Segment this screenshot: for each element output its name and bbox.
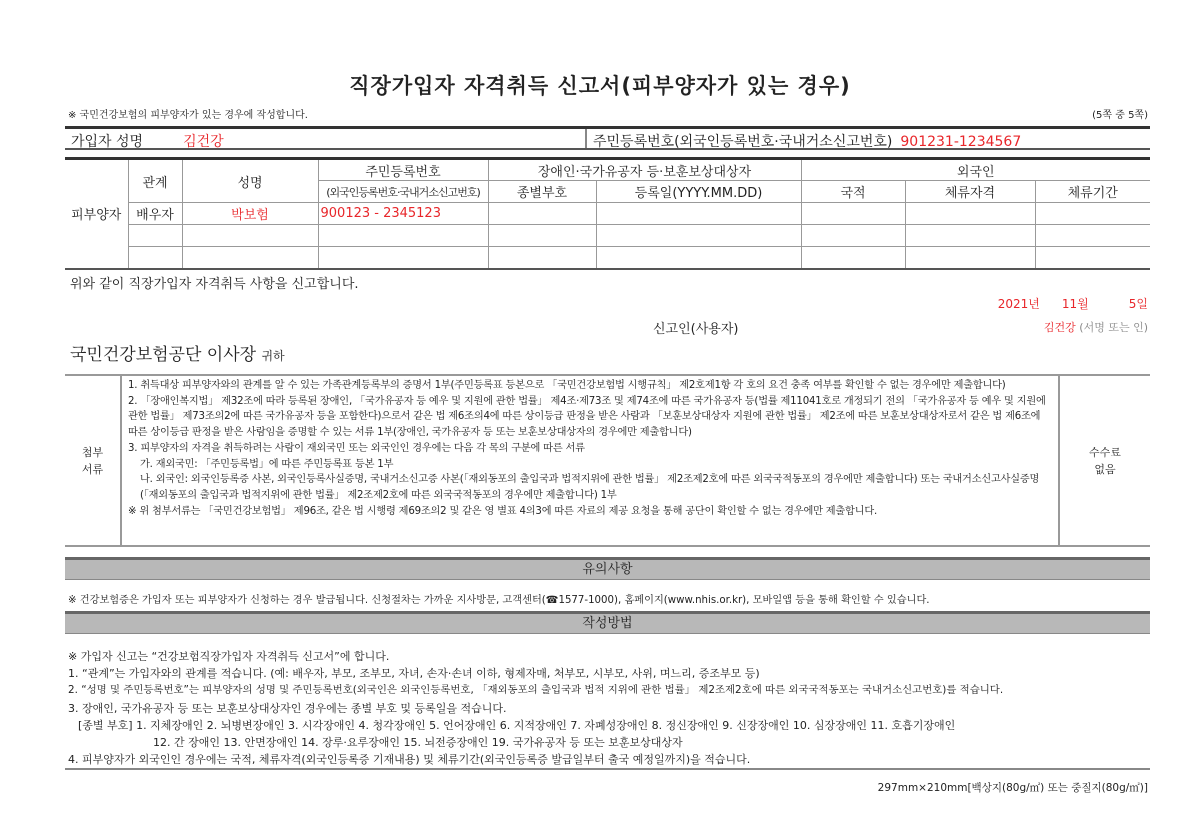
- header-period: 체류기간: [1035, 181, 1150, 203]
- dependents-label: 피부양자: [65, 159, 128, 269]
- attachment-item: ※ 위 첨부서류는 「국민건강보험법」 제96조, 같은 법 시행령 제69조의2 및 같은 영 별표 4의3에 따른 자료의 제공 요청을 통해 공단이 확인할 수 없는 경우에만 제출합니다.: [128, 505, 878, 517]
- method-line: 2. “성명 및 주민등록번호”는 피부양자의 성명 및 주민등록번호(외국인은 외국인등록번호, 「재외동포의 출입국과 법적 지위에 관한 법률」 제2조제2호에 따른 외국국적동포는 국내거소신고번호)를 적습니다.: [68, 684, 1004, 697]
- reg-date-cell[interactable]: [596, 203, 801, 225]
- form-title: 직장가입자 자격취득 신고서(피부양자가 있는 경우): [349, 74, 851, 98]
- header-type-code: 종별부호: [488, 181, 596, 203]
- attachment-item: 1. 취득대상 피부양자와의 관계를 알 수 있는 가족관계등록부의 증명서 1부(주민등록표 등본으로 「국민건강보험법 시행규칙」 제2호제1항 각 호의 요건 충족 여부를 확인할 수 없는 경우에만 제출합니다): [128, 380, 1006, 391]
- attachment-item: 가. 재외국민: 「주민등록법」에 따른 주민등록표 등본 1부: [140, 458, 394, 470]
- reporter-name: 김건강: [1043, 321, 1076, 334]
- relation-cell[interactable]: [128, 225, 182, 247]
- header-relation: 관계: [128, 159, 182, 203]
- header-reg-date: 등록일(YYYY.MM.DD): [596, 181, 801, 203]
- id-cell[interactable]: [318, 225, 488, 247]
- header-id: 주민등록번호: [318, 159, 488, 181]
- fee-label: 수수료 없음: [1089, 445, 1121, 476]
- reg-date-cell[interactable]: [596, 247, 801, 269]
- sign-hint: (서명 또는 인): [1079, 321, 1148, 334]
- relation-cell[interactable]: [128, 247, 182, 269]
- method-line: 1. “관계”는 가입자와의 관계를 적습니다. (예: 배우자, 부모, 조부모, 자녀, 손자·손녀 이하, 형제자매, 처부모, 시부모, 사위, 며느리, 증조부모 등): [68, 667, 760, 681]
- period-cell[interactable]: [1035, 203, 1150, 225]
- header-name: 성명: [182, 159, 318, 203]
- status-cell[interactable]: [905, 225, 1035, 247]
- reporter-signature[interactable]: [1044, 319, 1148, 335]
- caution-text: ※ 건강보험증은 가입자 또는 피부양자가 신청하는 경우 발급됩니다. 신청절차는 가까운 지사방문, 고객센터(☎1577-1000), 홈페이지(www.nhis.or.kr), 모바일앱 등을 통해 확인할 수 있습니다.: [68, 595, 930, 606]
- caution-heading: 유의사항: [65, 557, 1150, 580]
- addressee: [70, 340, 285, 365]
- addressee-name: 국민건강보험공단 이사장: [70, 345, 257, 365]
- divider: [65, 768, 1150, 770]
- header-disabled-group: 장애인·국가유공자 등·보훈보상대상자: [488, 159, 801, 181]
- id-cell[interactable]: [318, 247, 488, 269]
- subscriber-id[interactable]: 901231-1234567: [900, 134, 1022, 150]
- table-row: [65, 203, 1150, 225]
- header-id-sub: (외국인등록번호·국내거소신고번호): [318, 181, 488, 203]
- method-line: [종별 부호] 1. 지체장애인 2. 뇌병변장애인 3. 시각장애인 4. 청각장애인 5. 언어장애인 6. 지적장애인 7. 자폐성장애인 8. 정신장애인 9. 신장장애인 10. 심장장애인 11. 호흡기장애인: [78, 718, 956, 732]
- paper-spec: 297mm×210mm[백상지(80g/㎡) 또는 중질지(80g/㎡)]: [877, 782, 1148, 794]
- form-note: ※ 국민건강보험의 피부양자가 있는 경우에 작성합니다.: [68, 110, 308, 121]
- attachment-item: 2. 「장애인복지법」 제32조에 따라 등록된 장애인, 「국가유공자 등 예우 및 지원에 관한 법률」 제4조·제73조 및 제74조에 따른 국가유공자 등(법률 제11041호로 개정되기 전의 「국가유공자 등 예우 및 지원에 관한 법률」 제73조의2에 따른 국가유공자 등을 포함한다)으로서 같은 법 제6조의4에 따른 상이등급 판정을 받은 사람과 「보훈보상대상자 지원에 관한 법률」 제2조에 따른 보훈보상대상자로서 같은 법 제6조에 따른 상이등급 판정을 받은 사람임을 증명할 수 있는 서류 1부(장애인, 국가유공자 등 또는 보훈보상대상자의 경우에만 제출합니다): [128, 395, 1046, 439]
- date-month: 11월: [1061, 297, 1089, 311]
- id-cell[interactable]: 900123 - 2345123: [318, 203, 488, 225]
- header-nationality: 국적: [801, 181, 905, 203]
- type-code-cell[interactable]: [488, 225, 596, 247]
- attachments-label: 첨부 서류: [65, 376, 122, 545]
- type-code-cell[interactable]: [488, 203, 596, 225]
- nationality-cell[interactable]: [801, 247, 905, 269]
- name-cell[interactable]: [182, 225, 318, 247]
- reg-date-cell[interactable]: [596, 225, 801, 247]
- method-line: 12. 간 장애인 13. 안면장애인 14. 장루·요루장애인 15. 뇌전증장애인 19. 국가유공자 등 또는 보훈보상대상자: [153, 736, 683, 750]
- period-cell[interactable]: [1035, 247, 1150, 269]
- relation-cell[interactable]: 배우자: [128, 203, 182, 225]
- type-code-cell[interactable]: [488, 247, 596, 269]
- method-line: 4. 피부양자가 외국인인 경우에는 국적, 체류자격(외국인등록증 기재내용) 및 체류기간(외국인등록증 발급일부터 출국 예정일까지)을 적습니다.: [68, 753, 751, 767]
- subscriber-name-label: 가입자 성명: [71, 134, 144, 150]
- status-cell[interactable]: [905, 247, 1035, 269]
- page-number: (5쪽 중 5쪽): [1092, 110, 1148, 121]
- name-cell[interactable]: [182, 247, 318, 269]
- header-status: 체류자격: [905, 181, 1035, 203]
- attachment-item: 나. 외국인: 외국인등록증 사본, 외국인등록사실증명, 국내거소신고증 사본(「재외동포의 출입국과 법적지위에 관한 법률」 제2조제2호에 따른 외국국적동포의 경우에만 제출합니다) 또는 국내거소신고사실증명(「재외동포의 출입국과 법적지위에 관한 법률」 제2조제2호에 따른 외국국적동포의 경우에만 제출합니다) 1부: [140, 474, 1040, 501]
- table-row: [65, 247, 1150, 269]
- nationality-cell[interactable]: [801, 203, 905, 225]
- attachments-section: [65, 374, 1150, 547]
- subscriber-id-label: 주민등록번호(외국인등록번호·국내거소신고번호): [593, 134, 893, 150]
- date-year: 2021년: [997, 297, 1040, 311]
- report-date[interactable]: [976, 295, 1148, 312]
- period-cell[interactable]: [1035, 225, 1150, 247]
- dependents-table: [65, 157, 1150, 270]
- method-line: 3. 장애인, 국가유공자 등 또는 보훈보상대상자인 경우에는 종별 부호 및 등록일을 적습니다.: [68, 701, 507, 715]
- header-foreign-group: 외국인: [801, 159, 1150, 181]
- reporter-label: 신고인(사용자): [653, 322, 739, 337]
- subscriber-name[interactable]: 김건강: [183, 134, 224, 150]
- method-heading: 작성방법: [65, 611, 1150, 634]
- method-instructions: [68, 648, 1003, 768]
- nationality-cell[interactable]: [801, 225, 905, 247]
- date-day: 5일: [1128, 297, 1148, 311]
- declaration: 위와 같이 직장가입자 자격취득 사항을 신고합니다.: [70, 277, 359, 292]
- method-line: ※ 가입자 신고는 “건강보험직장가입자 자격취득 신고서”에 합니다.: [68, 650, 390, 663]
- name-cell[interactable]: 박보험: [182, 203, 318, 225]
- attachment-item: 3. 피부양자의 자격을 취득하려는 사람이 재외국민 또는 외국인인 경우에는 다음 각 목의 구분에 따른 서류: [128, 442, 585, 454]
- table-row: [65, 225, 1150, 247]
- addressee-suffix: 귀하: [261, 349, 285, 363]
- subscriber-row: [65, 126, 1150, 150]
- status-cell[interactable]: [905, 203, 1035, 225]
